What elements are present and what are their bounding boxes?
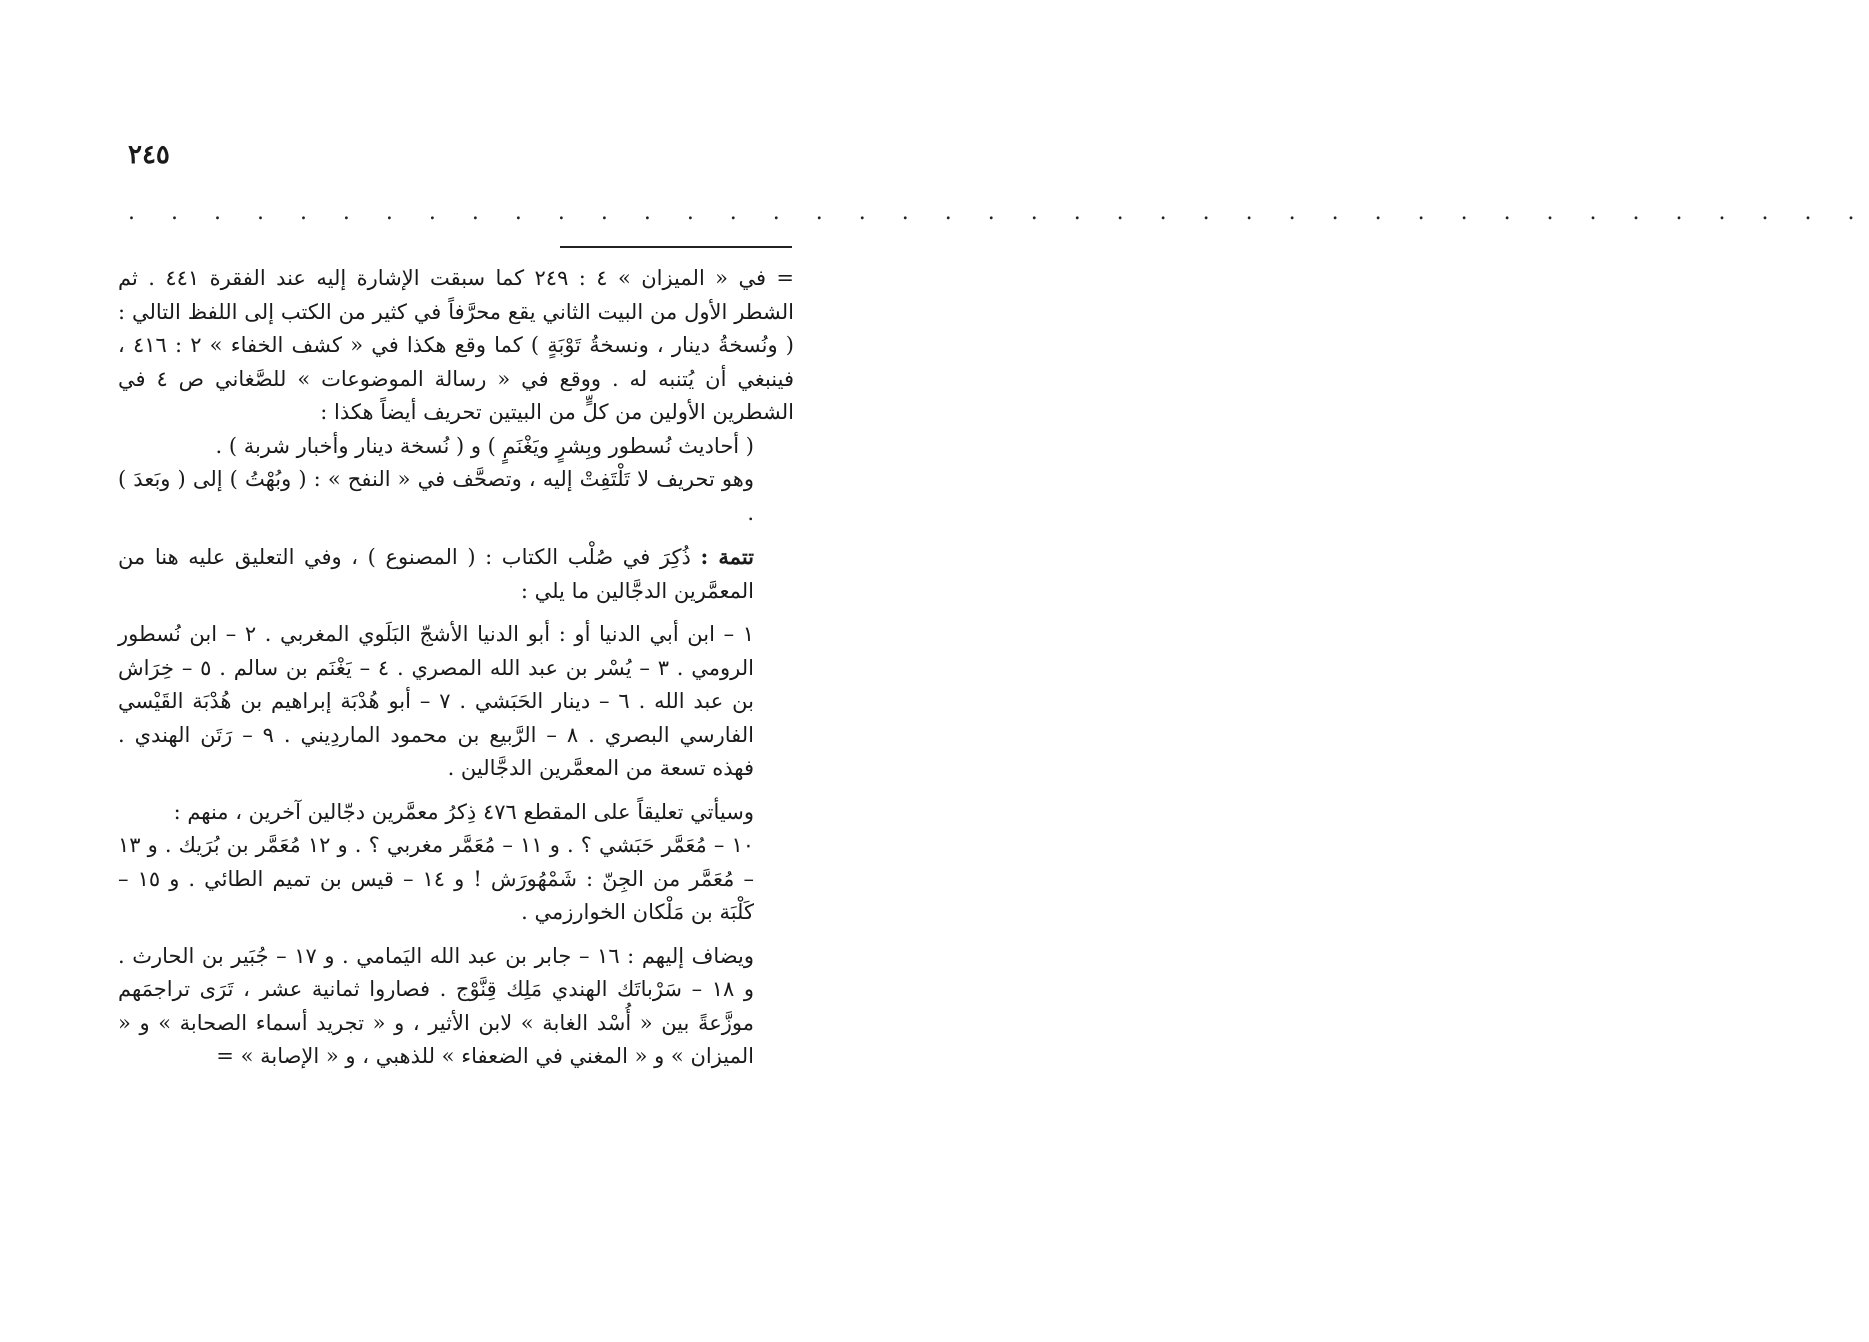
footnote-paragraph-5: ١ – ابن أبي الدنيا أو : أبو الدنيا الأشجّ البَلَوي المغربي . ٢ – ابن نُسطور الرومي . ٣ – يُسْر بن عبد الله المصري . ٤ – يَغْنَم بن سالم . ٥ – خِرَاش بن عبد الله . ٦ – دينار الحَبَشي . ٧ – أبو هُدْبَة إبراهيم بن هُدْبَة القَيْسي الفارسي البصري . ٨ – الرَّبيع بن محمود الماردِيني . ٩ – رَتَن الهندي . فهذه تسعة من المعمَّرين الدجَّالين . (118, 622, 754, 780)
supplement-text: ذُكِرَ في صُلْب الكتاب : ( المصنوع ) ، وفي التعليق عليه هنا من المعمَّرين الدجَّالين ما يلي : (118, 545, 754, 603)
verse-line: ( أحاديث نُسطور وبِشرٍ ويَغْنَمٍ ) و ( نُسخة دينار وأخبار شربة ) . (215, 433, 754, 458)
footnote-paragraph-7: ١٠ – مُعَمَّر حَبَشي ؟ . و ١١ – مُعَمَّر مغربي ؟ . و ١٢ مُعَمَّر بن بُرَيك . و ١٣ – مُعَمَّر من الجِنّ : شَمْهُورَش ! و ١٤ – قيس بن تميم الطائي . و ١٥ – كَلْبَة بن مَلْكان الخوارزمي . (118, 833, 754, 924)
supplement-label: تتمة : (700, 544, 755, 569)
footnote-paragraph-4 (118, 540, 794, 608)
footnote-text (118, 262, 794, 1074)
footnote-paragraph-3: وهو تحريف لا تَلْتَفِتْ إليه ، وتصحَّف في « النفح » : ( وبُهْتُ ) إلى ( وبَعدَ ) . (118, 467, 754, 525)
page-number: ٢٤٥ (128, 140, 170, 170)
footnote-paragraph-1: = في « الميزان » ٤ : ٢٤٩ كما سبقت الإشارة إليه عند الفقرة ٤٤١ . ثم الشطر الأول من البيت الثاني يقع محرَّفاً في كثير من الكتب إلى اللفظ التالي : ( ونُسخةُ دينار ، ونسخةُ تَوْبَةٍ ) كما وقع هكذا في « كشف الخفاء » ٢ : ٤١٦ ، فينبغي أن يُتنبه له . ووقع في « رسالة الموضوعات » للصَّغاني ص ٤ في الشطرين الأولين من كلٍّ من البيتين تحريف أيضاً هكذا : (118, 266, 795, 424)
elision-dots: . . . . . . . . . . . . . . . . . . . . . . . . . . . . . . . . . . . . . . . . . (128, 200, 1869, 225)
footnote-paragraph-8: ويضاف إليهم : ١٦ – جابر بن عبد الله اليَمامي . و ١٧ – جُبَير بن الحارث . و ١٨ – سَرْباتَك الهندي مَلِك قِنَّوْج . فصاروا ثمانية عشر ، تَرَى تراجمَهم موزَّعةً بين « أُسْد الغابة » لابن الأثير ، و « تجريد أسماء الصحابة » و « الميزان » و « المغني في الضعفاء » للذهبي ، و « الإصابة » = (118, 943, 754, 1068)
footnote-separator (560, 246, 792, 248)
footnote-paragraph-6: وسيأتي تعليقاً على المقطع ٤٧٦ ذِكرُ معمَّرين دجّالين آخرين ، منهم : (173, 799, 754, 824)
